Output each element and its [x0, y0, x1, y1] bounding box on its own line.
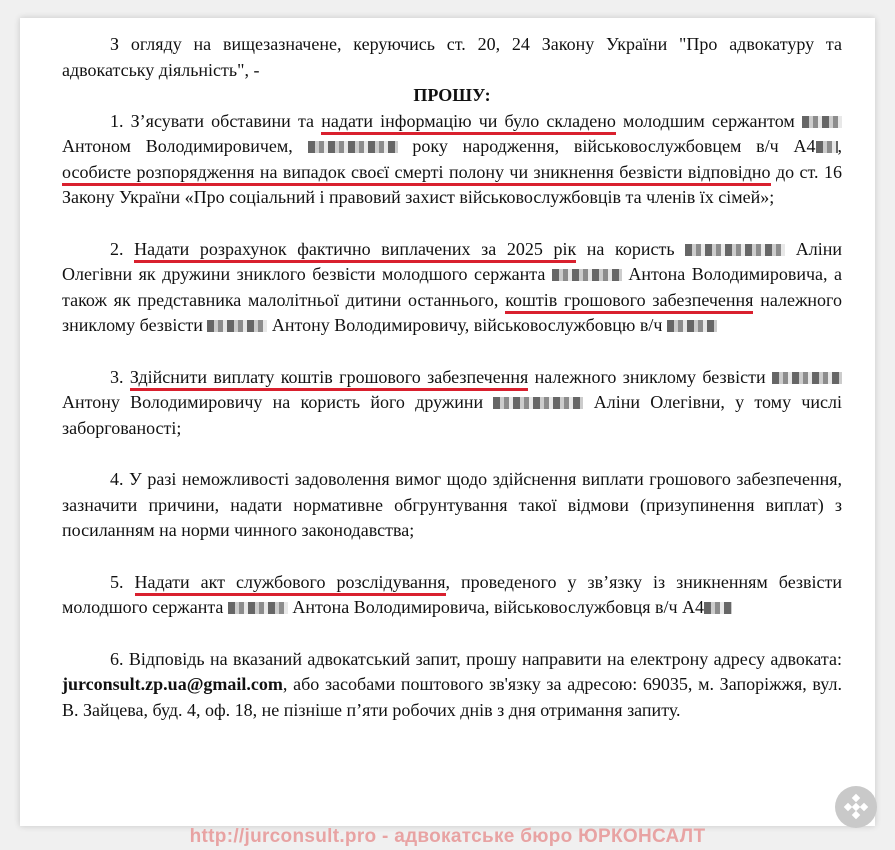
text-span: , або засобами поштового зв'язку за адресою: 69035, м. Запоріжжя, вул. В. Зайцева, буд. 4, оф. 18, не пізніше п’яти робочих днів з дня отримання запиту.: [62, 674, 842, 720]
text-span: молодшим сержантом: [615, 110, 802, 131]
text-span: належного зниклому безвісти: [62, 289, 842, 335]
highlighted-phrase: особисте розпорядження на випадок своєї смерті полону чи зникнення безвісти відповідно: [62, 162, 771, 186]
text-span: Антону Володимировичу на користь його дружини: [62, 392, 494, 412]
text-span: 1. З’ясувати обставини та: [110, 110, 322, 131]
redaction: [772, 372, 842, 384]
text-span: Аліни Олегівни, у тому числі заборгованості;: [62, 392, 842, 438]
highlighted-phrase: коштів грошового забезпечення: [505, 290, 753, 314]
document-page: [20, 18, 875, 826]
document-body: [62, 32, 842, 723]
highlighted-phrase: надати інформацію чи було складено: [321, 111, 616, 135]
text-span: Антоном Володимировичем,: [62, 136, 308, 156]
text-span: на користь: [576, 238, 686, 259]
watermark-badge-icon: [835, 786, 877, 828]
paragraph-5: [62, 570, 842, 621]
text-span: Антона Володимировича, військовослужбовця в/ч А4: [287, 597, 705, 617]
email-address: jurconsult.zp.ua@gmail.com: [62, 674, 283, 694]
redaction: [802, 116, 842, 128]
text-span: 5.: [110, 571, 135, 592]
intro-paragraph: З огляду на вищезазначене, керуючись ст. 20, 24 Закону України "Про адвокатуру та адвокатську діяльність", -: [62, 34, 842, 80]
redaction: [704, 602, 732, 614]
paragraph-4: 4. У разі неможливості задоволення вимог щодо здійснення виплати грошового забезпечення, зазначити причини, надати нормативне обгрунтування такої відмови (призупинення виплат) з посиланням на норми чинного законодавства;: [62, 469, 842, 540]
redaction: [552, 269, 622, 281]
text-span: 6. Відповідь на вказаний адвокатський запит, прошу направити на електрону адресу адвоката:: [110, 648, 842, 669]
paragraph-1: [62, 109, 842, 211]
redaction: [816, 141, 838, 153]
request-heading: ПРОШУ:: [413, 85, 491, 105]
text-span: ,: [837, 136, 842, 156]
text-span: до ст. 16 Закону України «Про соціальний і правовий захист військовослужбовців та членів їх сімей»;: [62, 161, 842, 207]
text-span: , проведеного у зв’язку із зникненням безвісти молодшого сержанта: [62, 571, 843, 617]
text-span: належного зниклому безвісти: [528, 366, 772, 387]
redaction: [685, 244, 785, 256]
text-span: 3.: [110, 366, 130, 387]
redaction: [667, 320, 717, 332]
redaction: [207, 320, 267, 332]
text-span: Антону Володимировичу, військовослужбовцю в/ч: [267, 315, 667, 335]
highlighted-phrase: Надати акт службового розслідування: [135, 572, 446, 596]
footer-watermark: http://jurconsult.pro - адвокатське бюро ЮРКОНСАЛТ: [189, 826, 706, 847]
highlighted-phrase: Надати розрахунок фактично виплачених за 2025 рік: [134, 239, 576, 263]
highlighted-phrase: Здійснити виплату коштів грошового забезпечення: [130, 367, 528, 391]
redaction: [228, 602, 288, 614]
redaction: [308, 141, 398, 153]
paragraph-6: [62, 647, 842, 724]
text-span: 2.: [110, 238, 135, 259]
paragraph-2: [62, 237, 842, 339]
text-span: Антона Володимировича, а також як представника малолітньої дитини останнього,: [62, 264, 842, 310]
paragraph-3: [62, 365, 842, 442]
text-span: Аліни Олегівни як дружини зниклого безвісти молодшого сержанта: [62, 238, 843, 284]
redaction: [493, 397, 583, 409]
text-span: року народження, військовослужбовцем в/ч А4: [397, 136, 816, 156]
